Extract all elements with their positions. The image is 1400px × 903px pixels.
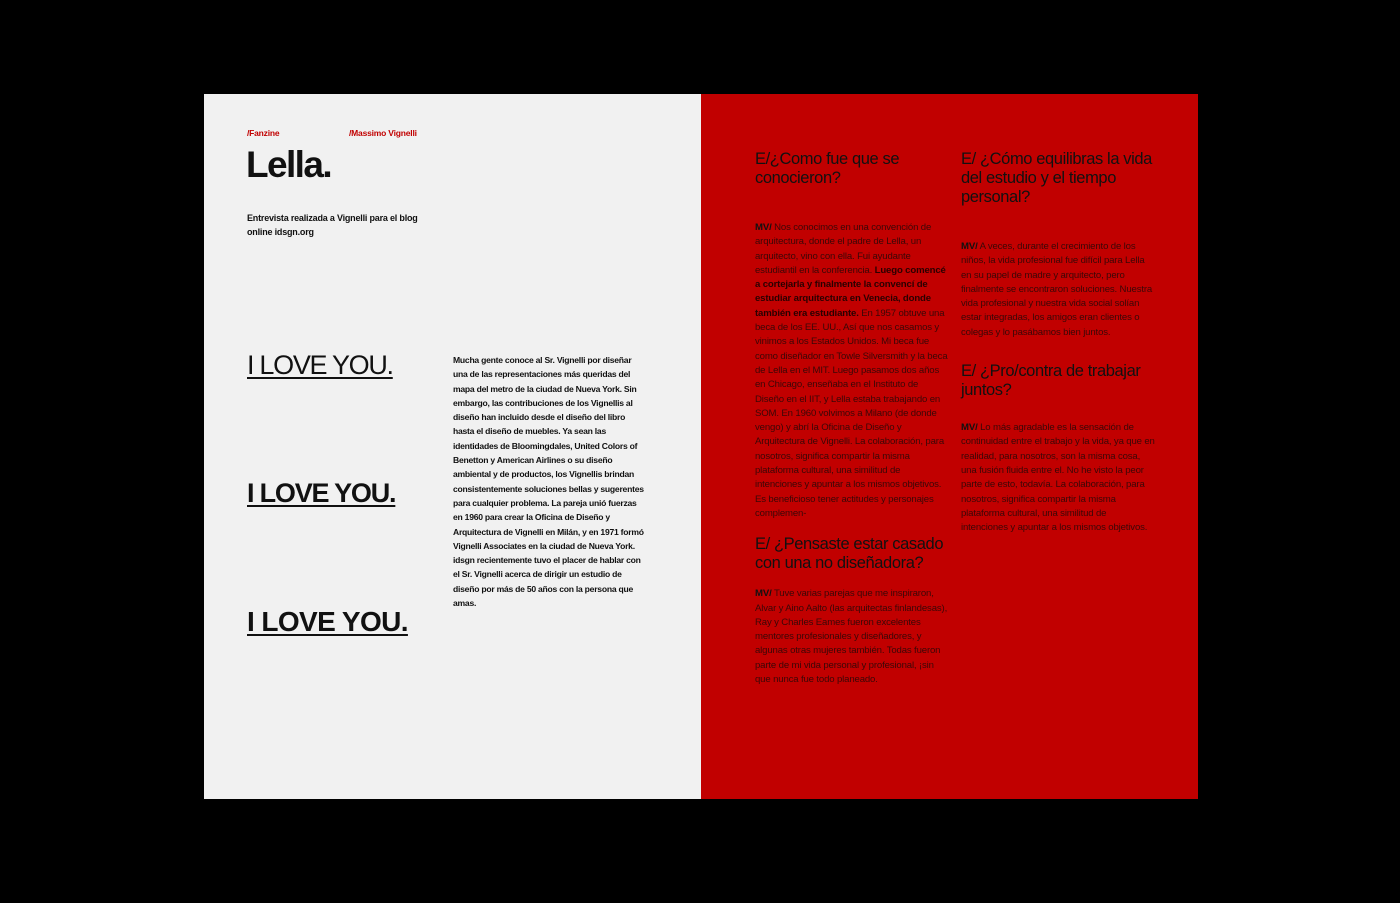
answer-3-text: A veces, durante el crecimiento de los niños, la vida profesional fue difícil para Lella en su papel de madre y arquitecto, pero finalmente se encontraron soluciones. Nuestra vida profesional y nuestra vida social solían estar integradas, los amigos eran clientes o colegas y lo pasábamos bien juntos. — [961, 241, 1153, 338]
love-line-light: I LOVE YOU. — [247, 350, 393, 380]
section-tag: /Fanzine — [247, 128, 280, 138]
love-line-heavy: I LOVE YOU. — [247, 606, 408, 637]
left-page — [204, 94, 701, 799]
speaker-label: MV/ — [961, 241, 978, 252]
question-4: E/ ¿Pro/contra de trabajar juntos? — [961, 362, 1141, 400]
author-tag: /Massimo Vignelli — [349, 128, 417, 138]
question-1: E/¿Como fue que se conocieron? — [755, 150, 900, 187]
answer-4 — [961, 421, 1155, 535]
answer-1-text: Nos conocimos en una convención de arquitectura, donde el padre de Lella, un arquitecto, vino con ella. Fui ayudante estudiantil en la conferencia. — [755, 222, 932, 276]
answer-1 — [755, 221, 949, 521]
speaker-label: MV/ — [755, 588, 772, 600]
intro-body: Mucha gente conoce al Sr. Vignelli por diseñar una de las representaciones más queridas del mapa del metro de la ciudad de Nueva York. Sin embargo, las contribuciones de los Vignellis al diseño han incluido desde el diseño del libro hasta el diseño de muebles. Ya sean las identidades de Bloomingdales, United Colors of Benetton y American Airlines o su diseño ambiental y de productos, los Vignellis brindan consistentemente soluciones bellas y sugerentes para cualquier problema. La pareja unió fuerzas en 1960 para crear la Oficina de Diseño y Arquitectura de Vignelli en Milán, y en 1971 formó Vignelli Associates en la ciudad de Nueva York. idsgn recientemente tuvo el placer de hablar con el Sr. Vignelli acerca de dirigir un estudio de diseño por más de 50 años con la persona que amas. — [453, 355, 644, 609]
answer-1-highlight: Luego comencé a cortejarla y finalmente la convencí de estudiar arquitectura en Venecia, donde también era estudiante. — [755, 264, 946, 319]
question-2: E/ ¿Pensaste estar casado con una no diseñadora? — [755, 535, 944, 573]
page-title: Lella. — [246, 144, 331, 185]
answer-1-text-cont: En 1957 obtuve una beca de los EE. UU., Así que nos casamos y vinimos a los Estados Unidos. Mi beca fue como diseñador en Towle Silversmith y la beca de Lella en el MIT. Luego pasamos dos años en Chicago, enseñaba en el Instituto de Diseño en el IIT, y Lella estaba trabajando en SOM. En 1960 volvimos a Milano (de donde vengo) y abrí la Oficina de Diseño y Arquitectura de Vignelli. La colaboración, para nosotros, significa compartir la misma plataforma cultural, una similitud de intenciones y apuntar a los mismos objetivos. Es beneficioso tener actitudes y personajes complemen- — [755, 307, 948, 519]
speaker-label: MV/ — [961, 422, 978, 434]
right-page — [701, 94, 1198, 799]
answer-2 — [755, 587, 949, 687]
answer-2-text: Tuve varias parejas que me inspiraron, Alvar y Aino Aalto (las arquitectas finlandesas), Ray y Charles Eames fueron excelentes mentores profesionales y diseñadores, y algunas otras mujeres también. Todas fueron parte de mi vida personal y profesional, ¡sin que nunca fue todo planeado. — [755, 588, 948, 686]
interview-column-2 — [961, 150, 1155, 535]
question-3: E/ ¿Cómo equilibras la vida del estudio y el tiempo personal? — [961, 150, 1152, 206]
love-line-bold: I LOVE YOU. — [247, 478, 396, 508]
answer-4-text: Lo más agradable es la sensación de continuidad entre el trabajo y la vida, ya que en realidad, para nosotros, son la misma cosa, una fusión fluida entre el. No he visto la peor parte de esto, todavía. La colaboración, para nosotros, significa compartir la misma plataforma cultural, una similitud de intenciones y apuntar a los mismos objetivos. — [961, 422, 1155, 534]
speaker-label: MV/ — [755, 222, 772, 233]
intro-text: Entrevista realizada a Vignelli para el blog online idsgn.org — [247, 213, 418, 237]
interview-column-1 — [755, 150, 949, 687]
magazine-spread — [204, 94, 1198, 799]
answer-3 — [961, 240, 1155, 340]
